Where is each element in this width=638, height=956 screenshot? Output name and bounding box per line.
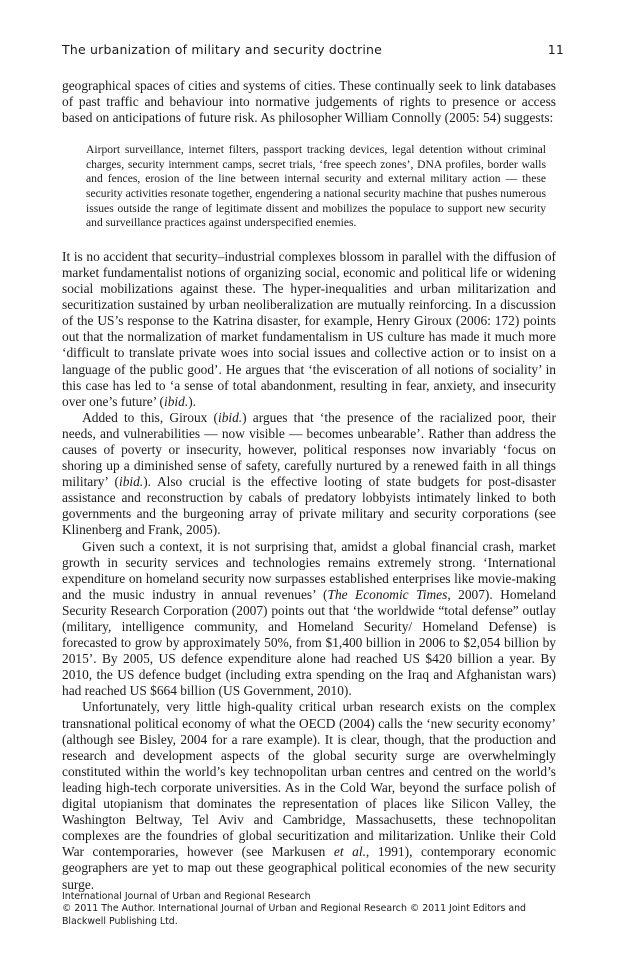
source-title: The Economic Times: [327, 586, 448, 602]
ibid-citation: ibid.: [119, 474, 144, 490]
page-number: 11: [547, 42, 564, 57]
paragraph-4-text-b: , 1991), contemporary economic geographers are yet to map out these geographical political economies of the new security surge.: [62, 844, 556, 892]
copyright-notice: © 2011 The Author. International Journal of Urban and Regional Research © 2011 Joint Editors and Blackwell Publishing Ltd.: [62, 903, 527, 927]
paragraph-2-text-c: ). Also crucial is the effective looting of state budgets for post-disaster assistance and reconstruction by cabals of predatory lobbyists intimately linked to both governments and the burgeoning array of private military and security corporations (see Klinenberg and Frank, 2005).: [62, 474, 556, 538]
ibid-citation: ibid.: [164, 393, 189, 409]
paragraph-4: [62, 699, 556, 892]
journal-name: International Journal of Urban and Regional Research: [62, 891, 311, 902]
paragraph-1: [62, 249, 556, 410]
article-body: [62, 78, 556, 893]
running-header: [62, 42, 564, 62]
running-title: The urbanization of military and security doctrine: [62, 42, 383, 57]
page-footer: [62, 891, 556, 928]
paragraph-intro: geographical spaces of cities and systems of cities. These continually seek to link databases of past traffic and behaviour into normative judgements of rights to presence or access based on anticipations of future risk. As philosopher William Connolly (2005: 54) suggests:: [62, 78, 556, 126]
paragraph-3-text-b: , 2007). Homeland Security Research Corporation (2007) points out that ‘the worldwide “total defense” outlay (military, intelligence community, and Homeland Security/ Homeland Defense) is forecasted to grow by approximately 50%, from $1,400 billion in 2006 to $2,054 billion by 2015’. By 2005, US defence expenditure alone had reached US $420 billion a year. By 2010, the US defence budget (including extra spending on the Iraq and Afghanistan wars) had reached US $664 billion (US Government, 2010).: [62, 586, 556, 699]
paragraph-3-text-a: Given such a context, it is not surprising that, amidst a global financial crash, market growth in security services and technologies remains extremely strong. ‘International expenditure on homeland security now surpasses established enterprises like movie-making and the music industry in annual revenues’ (: [62, 538, 556, 602]
paragraph-4-text-a: Unfortunately, very little high-quality critical urban research exists on the complex transnational political economy of what the OECD (2004) calls the ‘new security economy’ (although see Bisley, 2004 for a rare example). It is clear, though, that the production and research and development aspects of the global security surge are overwhelmingly constituted within the world’s key technopolitan urban centres and centred on the world’s leading high-tech corporate universities. As in the Cold War, beyond the surface polish of digital utopianism that dominates the representation of places like Silicon Valley, the Washington Beltway, Tel Aviv and Cambridge, Massachusetts, these technopolitan complexes are the foundries of global securitization and militarization. Unlike their Cold War contemporaries, however (see Markusen: [62, 699, 556, 860]
paragraph-2-text-a: Added to this, Giroux (: [82, 409, 218, 425]
et-al: et al.: [333, 844, 366, 860]
paragraph-3: [62, 539, 556, 700]
block-quote: Airport surveillance, internet filters, passport tracking devices, legal detention without criminal charges, security internment camps, secret trials, ‘free speech zones’, DNA profiles, border walls and fences, erosion of the line between internal security and external military action — these security activities resonate together, engendering a national security machine that pushes numerous issues outside the range of legitimate dissent and mobilizes the populace to support new security and surveillance practices against underspecified enemies.: [86, 143, 546, 230]
paragraph-1-end: ).: [188, 393, 196, 409]
paragraph-2-text-b: ) argues that ‘the presence of the racialized poor, their needs, and vulnerabilities — now visible — becomes unbearable’. Rather than address the causes of poverty or insecurity, however, political responses now invariably ‘focus on shoring up a diminished sense of safety, carefully nurtured by a renewed faith in all things military’ (: [62, 409, 556, 490]
ibid-citation: ibid.: [217, 409, 243, 425]
paragraph-1-text: It is no accident that security–industrial complexes blossom in parallel with the diffusion of market fundamentalist notions of organizing social, economic and political life or widening social mobilizations against these. The hyper-inequalities and urban militarization and securitization sustained by urban neoliberalization are mutually reinforcing. In a discussion of the US’s response to the Katrina disaster, for example, Henry Giroux (2006: 172) points out that the normalization of market fundamentalism in US culture has made it much more ‘difficult to translate private woes into social issues and collective action or to insist on a language of the public good’. He argues that ‘the evisceration of all notions of sociality’ in this case has led to ‘a sense of total abandonment, resulting in fear, anxiety, and insecurity over one’s future’ (: [62, 248, 556, 409]
paragraph-2: [62, 410, 556, 539]
